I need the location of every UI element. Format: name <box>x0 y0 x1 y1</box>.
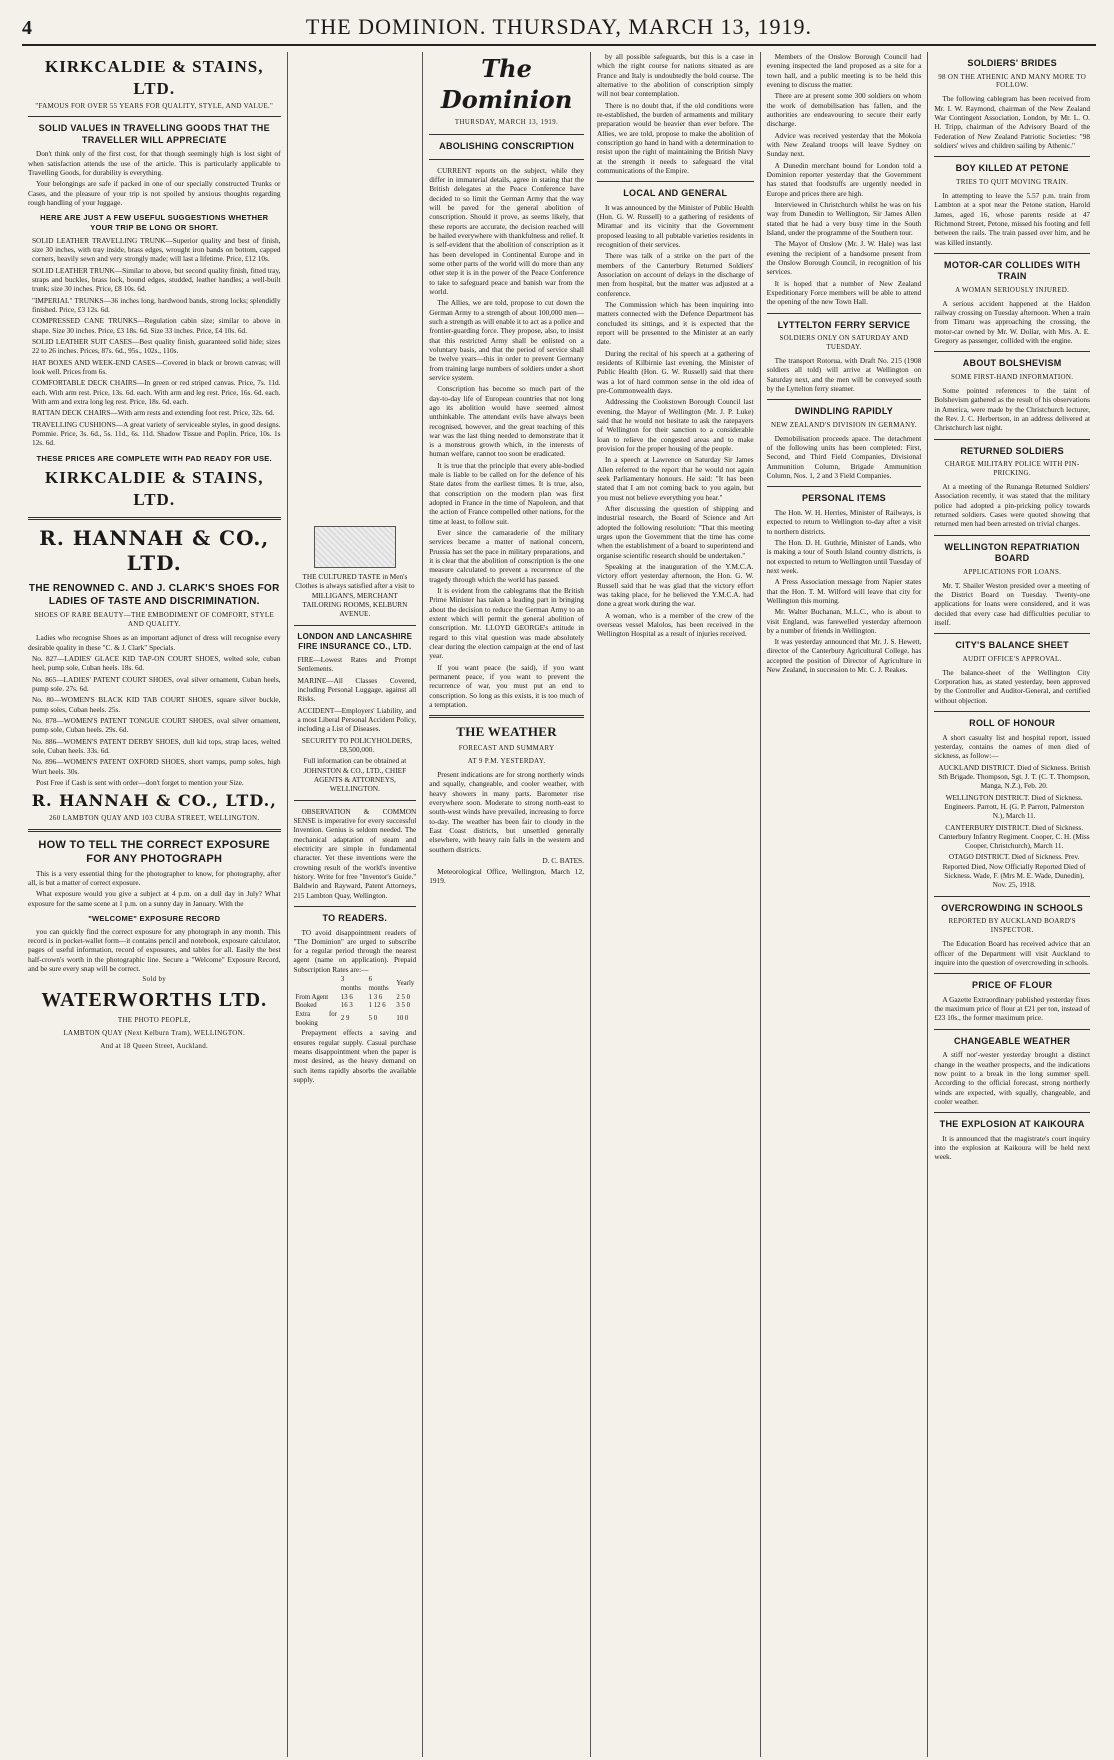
column-5 <box>761 52 929 1757</box>
shoe-item: No. 878—WOMEN'S PATENT TONGUE COURT SHOES, oval silver ornament, pump sole, Cuban heels. 29s. 6d. <box>32 715 281 735</box>
local-p: A woman, who is a member of the crew of the overseas vessel Malolos, has been received in the Wellington Hospital as a result of injuries received. <box>596 610 754 639</box>
nameplate: The Dominion <box>440 54 573 114</box>
local-p: The Commission which has been inquiring into matters connected with the Defence Department has concluded its sittings, and it is expected that the report will be presented to the Minister at an early date. <box>596 300 754 347</box>
news-p: The Mayor of Onslow (Mr. J. W. Hale) was last evening the recipient of a handsome present from the Onslow Borough Council, in recognition of his services. <box>766 239 922 277</box>
weather-sign: D. C. BATES. <box>542 855 584 865</box>
exposure-p1: This is a very essential thing for the photographer to know, for photography, after all, is but a matter of correct exposure. <box>28 868 281 888</box>
explosion-heading: THE EXPLOSION AT KAIKOURA <box>939 1119 1085 1130</box>
editorial-p: CURRENT reports on the subject, while they differ in immaterial details, agree in stating that the British delegates at the Peace Conference have decided to so limit the German Army that the way will be paved for the general abolition of conscription. Should it prove, as seems likely, that these reports are accurate, the decision reached will be hailed everywhere with thankfulness and relief. It is self-evident that the abolition of conscription as it has been developed in Continental Europe and in some other parts of the world will do more than any other step it is in the power of the Peace Conference to take to safeguard peace and banish war from the world. <box>429 165 584 296</box>
editorial-p: It is true that the principle that every able-bodied male is liable to be called on for the defence of his State dates from the earliest times. It is true, also, that conscription on the modern plan was first adopted in France in the time of Napoleon, and that the action of France compelled other nations, for the time at least, to follow suit. <box>429 460 584 526</box>
local-p: After discussing the question of shipping and industrial research, the Board of Science and Art adopted the following resolution: "That this meeting urges upon the Government that the time has come when the establishment of a board to superintend and organise scientific research should be undertaken." <box>596 503 754 560</box>
casualty-item: WELLINGTON DISTRICT. Died of Sickness. Engineers. Parrott, H. (G. P. Parrott, Palmerston N.), March 11. <box>944 792 1085 821</box>
motor-p: A serious accident happened at the Haldon railway crossing on Tuesday afternoon. When a train from Timaru was approaching the crossing, the motor-car owned by Mr. W. Dollar, with Mrs. A. E. Gregory as passenger, collided with the engine. <box>934 298 1090 346</box>
conscription-heading: ABOLISHING CONSCRIPTION <box>439 141 575 152</box>
masthead-title: THE DOMINION. THURSDAY, MARCH 13, 1919. <box>305 14 813 39</box>
trunk-item: SOLID LEATHER SUIT CASES—Best quality finish, guaranteed solid hide; sizes 22 to 26 inches. Prices, 87s. 6d., 95s., 102s., 110s. <box>32 336 281 356</box>
shoe-item: No. 80—WOMEN'S BLACK KID TAB COURT SHOES, square silver buckle, pump soles, Cuban heels. 25s. <box>32 695 281 714</box>
solid-values-p2: Your belongings are safe if packed in one of our specially constructed Trunks or Cases, and the pleasure of your trip is not spoiled by anxious thoughts regarding rough handling of your luggage. <box>28 179 281 208</box>
trunk-item: SOLID LEATHER TRAVELLING TRUNK—Superior quality and best of finish, size 30 inches, with tray inside, brass edges, wrought iron bands on bottom, capped corners, heavily sewn and very strongly made; will last a lifetime. Price, £12 10s. <box>32 235 281 264</box>
motor-sub: A WOMAN SERIOUSLY INJURED. <box>955 285 1070 294</box>
readers-heading: TO READERS. <box>322 912 388 923</box>
london-insurance-info: Full information can be obtained at JOHNSTON & CO., LTD., CHIEF AGENTS & ATTORNEYS, WELLINGTON. <box>303 756 407 794</box>
hannah-address: 260 LAMBTON QUAY AND 103 CUBA STREET, WELLINGTON. <box>49 813 260 822</box>
suggestions-heading: HERE ARE JUST A FEW USEFUL SUGGESTIONS WHETHER YOUR TRIP BE LONG OR SHORT. <box>40 213 269 233</box>
solid-values-heading: SOLID VALUES IN TRAVELLING GOODS THAT THE TRAVELLER WILL APPRECIATE <box>38 123 270 145</box>
sold-by: Sold by <box>142 975 167 984</box>
hannah-title: R. HANNAH & CO., LTD. <box>39 525 270 576</box>
city-balance-sub: AUDIT OFFICE'S APPROVAL. <box>962 654 1062 663</box>
returned-heading: RETURNED SOLDIERS <box>960 445 1064 456</box>
kirkcaldie-tagline: "FAMOUS FOR OVER 55 YEARS FOR QUALITY, STYLE, AND VALUE." <box>35 101 274 110</box>
column-1 <box>22 52 288 1757</box>
explosion-p: It is announced that the magistrate's court inquiry into the explosion at Kaikoura will be held next week. <box>934 1133 1090 1162</box>
soldiers-brides-sub: 98 ON THE ATHENIC AND MANY MORE TO FOLLOW. <box>938 72 1087 90</box>
table-row: Booked 16 3 1 12 6 3 5 0 <box>295 1002 411 1010</box>
hannah-heading: THE RENOWNED C. AND J. CLARK'S SHOES FOR LADIES OF TASTE AND DISCRIMINATION. <box>28 582 280 607</box>
boy-killed-sub: TRIES TO QUIT MOVING TRAIN. <box>956 177 1069 186</box>
trunk-item: TRAVELLING CUSHIONS—A great variety of serviceable styles, in good designs. Pommie. Price, 3s. 6d., 5s. 11d., 6s. 11d. Shadow Tissue and Poplin. Price, 10s. 1s 12s. 6d. <box>32 419 281 448</box>
personal-heading: PERSONAL ITEMS <box>801 493 886 504</box>
flour-p: A Gazette Extraordinary published yesterday fixes the maximum price of flour at £21 per ton, instead of £23 10s., the former maximum price. <box>934 994 1090 1023</box>
flour-heading: PRICE OF FLOUR <box>972 980 1053 991</box>
waterworths-address: LAMBTON QUAY (Next Kelburn Tram), WELLINGTON. <box>63 1028 246 1037</box>
editorial-p: It is evident from the cablegrams that the British Prime Minister has taken a leading part in bringing about the decision to reduce the German Army to an extent which will permit the general abolition of conscription. Mr. LLOYD GEORGE's attitude in regard to this vital question was made absolutely clear during the election campaign at the end of last year. <box>429 586 584 661</box>
coat-of-arms-image <box>314 526 396 568</box>
shoe-item: No. 865—LADIES' PATENT COURT SHOES, oval silver ornament, Cuban heels, pump sole. 27s. 6d. <box>32 674 281 693</box>
readers-p: TO avoid disappointment readers of "The Dominion" are urged to subscribe for a regular period through the nearest agent (name on application). Prepaid Subscription Rates are:— <box>293 927 417 974</box>
weather-time: AT 9 P.M. YESTERDAY. <box>467 756 546 765</box>
kirkcaldie-title-footer: KIRKCALDIE & STAINS, LTD. <box>44 468 264 509</box>
returned-p: At a meeting of the Runanga Returned Soldiers' Association recently, it was stated that the military police had adopted a pin-pricking policy towards returned soldiers. Cases were quoted showing that returned men had been arrested on trivial charges. <box>934 481 1090 529</box>
overcrowding-heading: OVERCROWDING IN SCHOOLS <box>941 902 1084 913</box>
hannah-post-note: Post Free if Cash is sent with order—don't forget to mention your Size. <box>36 777 244 787</box>
boy-killed-p: In attempting to leave the 5.57 p.m. train from Lambton at a spot near the Petone station, Harold James, aged 16, whose parents reside at 47 Richmond Street, Petone, missed his footing and fell between the rails. The train passed over him, and he was killed instantly. <box>934 190 1090 247</box>
table-row: Extra for booking 2 9 5 0 10 0 <box>295 1010 409 1027</box>
kirkcaldie-title: KIRKCALDIE & STAINS, LTD. <box>44 57 264 98</box>
local-p: In a speech at Lawrence on Saturday Sir James Allen referred to the report that he would not again seek Parliamentary honours. He said: "It has been stated that I am not coming back to you again, but you must not believe everything you hear." <box>596 455 754 502</box>
shoe-item: No. 827—LADIES' GLACE KID TAP-ON COURT SHOES, welted sole, cuban heel, pump sole, Cuban heels. 18s. 6d. <box>32 653 281 673</box>
soldiers-brides-p: The following cablegram has been received from Mr. I. W. Raymond, chairman of the New Zealand War Contingent Association, London, by Mr. L. O. H. Tripp, chairman of the Advisory Board of the Federation of New Zealand Patriotic Societies: "98 soldiers' wives and children sailing by Athenic." <box>934 94 1090 151</box>
soldiers-brides-heading: SOLDIERS' BRIDES <box>967 58 1057 68</box>
local-general-heading: LOCAL AND GENERAL <box>623 188 728 199</box>
column-2 <box>288 52 424 1757</box>
personal-p: The Hon. D. H. Guthrie, Minister of Lands, who is making a tour of South Island country districts, is not expected to return to Wellington until Tuesday of next week. <box>766 537 922 575</box>
weather-subheading: FORECAST AND SUMMARY <box>458 743 555 752</box>
column-3 <box>423 52 591 1757</box>
personal-p: Mr. Walter Buchanan, M.L.C., who is about to visit England, was farewelled yesterday afternoon by a number of friends in Wellington. <box>766 607 922 635</box>
insurance-item: MARINE—All Classes Covered, including Personal Luggage, against all Risks. <box>297 675 417 704</box>
column-4 <box>591 52 761 1757</box>
motor-heading: MOTOR-CAR COLLIDES WITH TRAIN <box>944 259 1081 282</box>
bolshevism-sub: SOME FIRST-HAND INFORMATION. <box>951 372 1074 381</box>
editorial-p: There is no doubt that, if the old conditions were re-established, the burden of armaments and military preparation would be heavier than ever before. The Allies, we are told, propose to make the abolition of conscription go hand in hand with a determination to resist upon the right of maintaining the British Navy at the strength it needs to safeguard the vital communications of the Empire. <box>596 100 754 175</box>
overcrowding-sub: REPORTED BY AUCKLAND BOARD'S INSPECTOR. <box>948 917 1076 935</box>
hannah-subheading: SHOES OF RARE BEAUTY—THE EMBODIMENT OF COMFORT, STYLE AND QUALITY. <box>34 611 275 629</box>
editorial-p: If you want peace (he said), if you want permanent peace, if you want to prevent the recurrence of war, you must put an end to conscription. So long as this exists, it is too much of a temptation. <box>429 662 584 710</box>
news-p: Advice was received yesterday that the Mokoia with New Zealand troops will leave Sydney on Sunday next. <box>766 130 922 159</box>
bolshevism-heading: ABOUT BOLSHEVISM <box>962 358 1062 369</box>
personal-p: A Press Association message from Napier states that the Hon. T. M. Wilford will leave that city for Wellington this morning. <box>766 577 922 605</box>
dwindling-heading: DWINDLING RAPIDLY <box>794 406 894 417</box>
rotorua-p: The transport Rotorua, with Draft No. 215 (1908 soldiers all told) will arrive at Wellington on Saturday next, and the men will be conveyed south by the Lyttelton ferry steamer. <box>766 355 922 393</box>
personal-p: It was yesterday announced that Mr. J. S. Hewett, director of the Canterbury Agricultural College, has accepted the position of Director of Agriculture in New Zealand, in succession to Mr. C. J. Reakes. <box>766 637 922 675</box>
column-6 <box>928 52 1096 1757</box>
london-insurance-heading: LONDON AND LANCASHIRE FIRE INSURANCE CO., LTD. <box>297 631 413 651</box>
editorial-p: The Allies, we are told, propose to cut down the German Army to a strength of about 100,000 men—such a strength as will enable it to act as a police and frontier-guarding force. They propose, also, to insist that this restricted Army shall be enlisted on a voluntary basis, and that the period of service shall be twelve years—this in order to prevent Germany from training large numbers of soldiers under a short service system. <box>429 298 584 382</box>
news-p: Members of the Onslow Borough Council had evening inspected the land proposed as a site for a town hall, and a public meeting is to be held this evening to discuss the matter. <box>766 52 922 89</box>
news-p: There are at present some 300 soldiers on whom the work of demobilisation has fallen, and the authorities are endeavouring to secure their early discharge. <box>766 91 922 129</box>
exposure-heading: HOW TO TELL THE CORRECT EXPOSURE FOR ANY PHOTOGRAPH <box>38 838 271 865</box>
waterworths-address-2: And at 18 Queen Street, Auckland. <box>100 1041 209 1050</box>
local-p: Speaking at the inauguration of the Y.M.C.A. victory effort yesterday afternoon, the Hon. G. W. Russell said that he was glad that the victory effort was taking place, for he believed the Y.M.C.A. had done a great work during the war. <box>596 561 754 609</box>
bolshevism-p: Some pointed references to the taint of Bolshevism gathered as the result of his observations in America, were made by the Christchurch lecturer, the Rev. J. C. Herbertson, in an address delivered at Christchurch last night. <box>934 385 1090 433</box>
insurance-item: SECURITY TO POLICYHOLDERS, £8,500,000. <box>301 735 413 755</box>
overcrowding-p: The Education Board has received advice that an officer of the Department will visit Auckland to inquire into the question of overcrowding in schools. <box>934 939 1090 967</box>
casualty-item: CANTERBURY DISTRICT. Died of Sickness. Canterbury Infantry Regiment. Cooper, C. H. (Miss Cooper, Christchurch), March 11. <box>938 822 1090 851</box>
trunk-item: "IMPERIAL" TRUNKS—36 inches long, hardwood bands, strong locks; splendidly finished. Price, £3 12s. 6d. <box>32 295 281 314</box>
shoe-item: No. 896—WOMEN'S PATENT OXFORD SHOES, short vamps, pump soles, high Wurt heels. 30s. <box>32 757 281 776</box>
trunk-item: COMFORTABLE DECK CHAIRS—In green or red striped canvas. Price, 7s. 11d. each. With arm rest. Price, 13s. 6d. each. With arm and leg rest. Price, 16s. 6d. each. With arm and extra long leg rest. Price, 18s. 6d. each. <box>32 378 281 406</box>
insurance-item: ACCIDENT—Employers' Liability, and a most Liberal Personal Accident Policy, including a List of Diseases. <box>297 705 417 734</box>
rotorua-sub: SOLDIERS ONLY ON SATURDAY AND TUESDAY. <box>779 334 909 351</box>
city-balance-heading: CITY'S BALANCE SHEET <box>955 640 1069 651</box>
dateline: THURSDAY, MARCH 13, 1919. <box>454 119 559 127</box>
roll-honour-heading: ROLL OF HONOUR <box>969 718 1056 729</box>
subscription-table: 3 months 6 months Yearly From Agent 13 6 1 3 6 2 5 0 Booked 16 3 1 12 6 3 5 0 Extra for booking 2 9 5 0 10 0 <box>294 976 417 1028</box>
page-number: 4 <box>22 17 32 39</box>
weather-heading: THE WEATHER <box>456 724 557 740</box>
local-p: Addressing the Cookstown Borough Council last evening, the Mayor of Wellington (Mr. J. P. Luke) said that he would not hesitate to ask the ratepayers of Wellington for their sanction to a considerable loan to relieve the congested areas and to make provision for the proper housing of the people. <box>596 397 754 453</box>
weather-change-p: A stiff nor'-wester yesterday brought a distinct change in the weather prospects, and the indications now point to a break in the long summer spell. According to the official forecast, strong northerly winds are expected, with squally, changeable, and cooler weather. <box>934 1050 1090 1106</box>
trunk-item: SOLID LEATHER TRUNK—Similar to above, but second quality finish, fitted tray, straps and buckles, brass lock, bound edges, studded, leather handles; a well-built trunk; size 30 inches. Price, £8 10s. 6d. <box>32 265 281 294</box>
editorial-p: by all possible safeguards, but this is a case in which the right course for nations situated as are France and Italy is undoubtedly the bold course. The alternative to the abolition of conscription simply will not bear contemplation. <box>596 52 754 99</box>
boy-killed-heading: BOY KILLED AT PETONE <box>955 163 1069 174</box>
observation-advert: OBSERVATION & COMMON SENSE is imperative for every successful Invention. Genius is seldom needed. The mechanical adaptation of steam and electricity are simple in fundamental character. Yet these inventions were the crowning result of the world's inventive history. Write for free "Inventor's Guide." Baldwin and Rayward, Patent Attorneys, 215 Lambton Quay, Wellington. <box>293 806 417 900</box>
news-p: A Dunedin merchant bound for London told a Dominion reporter yesterday that the Government has stated that foodstuffs are urgently needed in Europe and prices there are high. <box>766 160 922 198</box>
exposure-record-title: "WELCOME" EXPOSURE RECORD <box>88 914 221 924</box>
returned-sub: CHARGE MILITARY POLICE WITH PIN-PRICKING. <box>944 460 1080 478</box>
hannah-p1: Ladies who recognise Shoes as an important adjunct of dress will recognise every desirable quality in these "C. & J. Clark" Specials. <box>28 633 281 652</box>
trunk-item: RATTAN DECK CHAIRS—With arm rests and extending foot rest. Price, 32s. 6d. <box>32 408 275 418</box>
editorial-p: Ever since the camaraderie of the military services became a matter of national concern, Prussia has set the pace in military preparations, and it is clear that the abolition of conscription is the one measure calculated to prevent a recurrence of the tragedy through which the world has passed. <box>429 528 584 584</box>
weather-change-heading: CHANGEABLE WEATHER <box>954 1035 1071 1046</box>
casualty-item: AUCKLAND DISTRICT. Died of Sickness. British Sth Brigade. Thompson, Sgt. J. T. (C. T. Thompson, Manga, N.Z.), Feb. 20. <box>938 762 1090 791</box>
insurance-item: FIRE—Lowest Rates and Prompt Settlements. <box>297 655 417 674</box>
waterworths-sub: THE PHOTO PEOPLE, <box>117 1015 191 1024</box>
masthead <box>22 14 1096 46</box>
city-balance-p: The balance-sheet of the Wellington City Corporation has, as stated yesterday, been approved by the Controller and Auditor-General, and certified without objection. <box>934 667 1090 705</box>
milligan-advert: THE CULTURED TASTE in Men's Clothes is always satisfied after a visit to MILLIGAN'S, MERCHANT TAILORING ROOMS, KELBURN AVENUE. <box>295 572 415 619</box>
weather-office: Meteorological Office, Wellington, March 12, 1919. <box>429 867 584 886</box>
exposure-p3: you can quickly find the correct exposure for any photograph in any month. This record is in pocket-wallet form—it contains pencil and notebook, exposure calculator, pages of useful information, record of exposures, and tables for all. Easily the best half-crown's worth in the photographic line. Secure a "Welcome" Exposure Record, and be sure every snap will be correct. <box>28 926 281 974</box>
roll-honour-p: A short casualty list and hospital report, issued yesterday, contains the names of men died of sickness, as follow:— <box>934 732 1090 761</box>
local-p: It was announced by the Minister of Public Health (Hon. G. W. Russell) to a gathering of residents of Miramar and its vicinity that the Government proposed leasing to all pubtable varieties residents in recognition of their services. <box>596 202 754 250</box>
waterworths-title: WATERWORTHS LTD. <box>41 989 268 1012</box>
shoe-item: No. 886—WOMEN'S PATENT DERBY SHOES, dull kid tops, strap laces, welted sole, Cuban heels. 33s. 6d. <box>32 736 281 755</box>
news-p: Interviewed in Christchurch whilst he was on his way from Dunedin to Wellington, Sir James Allen stated that he had a very busy time in the South Island, under the programme of the Southern tour. <box>766 199 922 237</box>
trunk-item: HAT BOXES AND WEEK-END CASES—Covered in black or brown canvas; will look well. Prices from 6s. <box>32 357 281 376</box>
local-p: There was talk of a strike on the part of the members of the Canterbury Returned Soldiers' Association on account of delays in the discharge of men from hospital, but the matter was adjusted at a conference. <box>596 251 754 298</box>
columns <box>22 52 1096 1757</box>
dwindling-sub: NEW ZEALAND'S DIVISION IN GERMANY. <box>770 420 917 429</box>
weather-p: Present indications are for strong northerly winds and squally, changeable, and cooler weather, with heavy showers in many parts. Barometer rise everywhere soon. Moderate to strong north-east to south-west winds have prevailed, increasing to force to-day. The weather has been fair to cloudy in the East Coast districts, but unsettled generally elsewhere, with heavy rain falls in the western and southern districts. <box>429 769 584 854</box>
rotorua-heading: LYTTELTON FERRY SERVICE <box>777 319 911 330</box>
personal-p: The Hon. W. H. Herries, Minister of Railways, is expected to return to Wellington to-day after a visit to northern districts. <box>766 507 922 536</box>
prices-note: THESE PRICES ARE COMPLETE WITH PAD READY FOR USE. <box>36 453 272 463</box>
readers-p2: Prepayment effects a saving and ensures regular supply. Casual purchase means disappointment when the paper is most desired, as the heavy demand on such items rapidly absorbs the available supply. <box>293 1028 417 1084</box>
exposure-p2: What exposure would you give a subject at 4 p.m. on a dull day in July? What exposure for the same scene at 1 p.m. on a sunny day in January. With the <box>28 889 281 908</box>
solid-values-p1: Don't think only of the first cost, for that though seemingly high is lost sight of when satisfaction attends the use of the article. This is particularly applicable to Travelling Goods, for durability is everything. <box>28 149 281 178</box>
hannah-title-footer: R. HANNAH & CO., LTD., <box>31 791 277 811</box>
casualty-item: OTAGO DISTRICT. Died of Sickness. Prev. Reported Died, Now Officially Reported Died of Sickness. Wade, F. (Mrs M. E. Wade, Dunedin), Nov. 25, 1918. <box>942 852 1086 890</box>
trunk-item: COMPRESSED CANE TRUNKS—Regulation cabin size; similar to above in shape. Size 30 inches. Price, £3 18s. 6d. Size 33 inches. Price, £4 10s. 6d. <box>32 316 281 335</box>
repatriation-p: Mr. T. Shailer Weston presided over a meeting of the District Board on Tuesday. Twenty-one applications for loans were considered, and it was decided that every case had difficulties peculiar to itself. <box>934 580 1090 627</box>
dwindling-p: Demobilisation proceeds apace. The detachment of the following units has been completed: First, Second, and Third Field Companies, Divisional Ammunition Column, Brigade Ammunition Column, Nos. 1, 2 and 3 Field Companies. <box>766 433 922 481</box>
repatriation-heading: WELLINGTON REPATRIATION BOARD <box>944 541 1080 564</box>
table-row: From Agent 13 6 1 3 6 2 5 0 <box>295 993 411 1001</box>
local-p: During the recital of his speech at a gathering of residents of Kilbirnie last evening, the Minister of Public Health (Hon. G. W. Russell) said that there was a lot of hard common sense in the old idea of pre-Commonwealth days. <box>596 348 754 396</box>
news-p: It is hoped that a number of New Zealand Expeditionary Force members will be able to attend the opening of the new Town Hall. <box>766 278 922 307</box>
repatriation-sub: APPLICATIONS FOR LOANS. <box>963 567 1062 576</box>
editorial-p: Conscription has become so much part of the day-to-day life of European countries that not long ago its abolition would have seemed almost unthinkable. The attendant evils have always been recognised, however, and the great teaching of this war was the last thing needed to demonstrate that it is a monstrous growth which, in the interests of human welfare, cannot too soon be eradicated. <box>429 384 584 459</box>
